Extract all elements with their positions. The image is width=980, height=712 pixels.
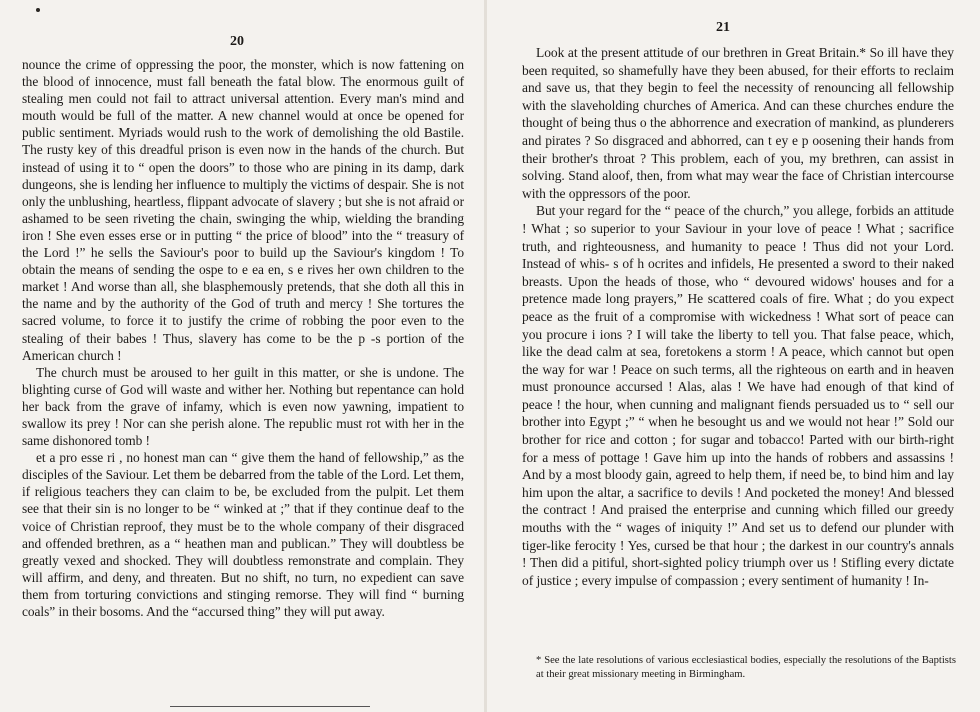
paragraph: Look at the present attitude of our brethren in Great Britain.* So ill have they been requited, so shamefully have they been abused, for their efforts to reclaim and save us, that they begin to feel the necessity of renouncing all fellowship with the slaveholding churches of America. And can these churches endure the thought of being thus o the abhorrence and execration of mankind, as plunderers and pirates ? So disgraced and abhorred, can t ey e p oosening their hands from their brother's throat ? This problem, each of you, my brethren, can assist in solving. Stand aloof, then, from what may wear the face of Christian intercourse with the oppressors of the poor. (522, 45, 954, 201)
left-page (0, 0, 480, 712)
page-edge-rule (170, 706, 370, 707)
right-page (490, 0, 980, 712)
footnote: * See the late resolutions of various ecclesiastical bodies, especially the resolutions of the Baptists at their great missionary meeting in Birmingham. (536, 655, 956, 680)
paragraph: et a pro esse ri , no honest man can “ give them the hand of fellowship,” as the disciples of the Saviour. Let them be debarred from the table of the Lord. Let them, if religious teachers they can claim to be, be excluded from the pulpit. Let them see that their sin is no longer to be “ winked at ;” that if they continue deaf to the voice of Christian reproof, they must be to the whole company of their disgraced and offended brethren, as a “ heathen man and publican.” They will doubtless be greatly vexed and shocked. They will doubtless remonstrate and complain. They will affirm, and deny, and threaten. But no shift, no turn, no expedient can save them from torturing convictions and stinging remorse. They will find “ burning coals” in their bosoms. And the “accursed thing” they will put away. (22, 450, 465, 619)
book-gutter (484, 0, 487, 712)
paragraph: The church must be aroused to her guilt in this matter, or she is undone. The blighting curse of God will waste and wither her. Nothing but repentance can hold her back from the grave of infamy, which is even now yawning, impatient to swallow its prey ! Nor can she perish alone. The republic must rot with her in the same dishonored tomb ! (22, 364, 464, 449)
paragraph: But your regard for the “ peace of the church,” you allege, forbids an attitude ! What ; so superior to your Saviour in your love of peace ! What ; sacrifice truth, and righteousness, and humanity to peace ! Thus did not your Lord. Instead of whis- s of h ocrites and infidels, He presented a sword to their naked breasts. Upon the heads of those, who “ devoured widows' houses and for a pretence made long prayers,” He scattered coals of fire. What ; do you expect peace as the fruit of a compromise with wickedness ! What sort of peace can you procure i ions ? I will take the liberty to tell you. That false peace, which, like the dead calm at sea, foretokens a storm ! A peace, which cannot but open the way for war ! Peace on such terms, all the righteous on earth and in heaven must pronounce accursed ! Alas, alas ! We have had enough of that kind of peace ! the hour, when cunning and malignant fiends persuaded us to “ sell our brother into Egypt ;” “ when he besought us and we would not hear !” Sold our brother for rice and cotton ; for sugar and tobacco! Parted with our birth-right for a mess of pottage ! Gave him up into the hands of robbers and assassins ! And by a most bloody gain, agreed to help them, if need be, to bind him and lay him upon the altar, a sacrifice to devils ! And pocketed the money! And blessed the contract ! And praised the enterprise and cunning which filled our greedy mouths with the “ wages of iniquity !” And set us to defend our plunder with tiger-like ferocity ! Yes, cursed be that hour ; the darkest in our country's annals ! Then did a pitiful, short-sighted policy triumph over us ! Stifling every dictate of justice ; every impulse of compassion ; every sentiment of humanity ! In- (522, 203, 954, 588)
left-page-body (22, 56, 464, 620)
paragraph: nounce the crime of oppressing the poor, the monster, which is now fattening on the blood of innocence, must fall beneath the fatal blow. The enormous guilt of stealing men could not fail to attract universal attention. Every man's mind and mouth would be full of the matter. A new channel would at once be opened for public sentiment. Myriads would rush to the work of demolishing the old Bastile. The rusty key of this dreadful prison is even now in the hands of the church. But instead of using it to “ open the doors” to those who are pining in its damp, dark dungeons, she is lending her influence to multiply the victims of despair. She is not only the unblushing, heartless, flippant advocate of slavery ; but she is not afraid or ashamed to be seen riveting the chain, swinging the whip, wielding the branding iron ! She even esses erse or in putting “ the price of blood” into the “ treasury of the Lord !” he sells the Saviour's poor to build up the Saviour's kingdom ! To obtain the means of sending the ospe to e ea en, s e rives her own children to the market ! And worse than all, she blasphemously pretends, that she doth all this in the name and by the authority of the God of truth and mercy ! She tortures the sacred volume, to force it to justify the crime of robbing the poor even to the stealing of their babes ! Thus, slavery has come to be the p -s portion of the American church ! (22, 57, 464, 363)
page-number-right: 21 (716, 20, 730, 35)
page-number-left: 20 (230, 34, 244, 49)
right-page-body (522, 44, 954, 589)
